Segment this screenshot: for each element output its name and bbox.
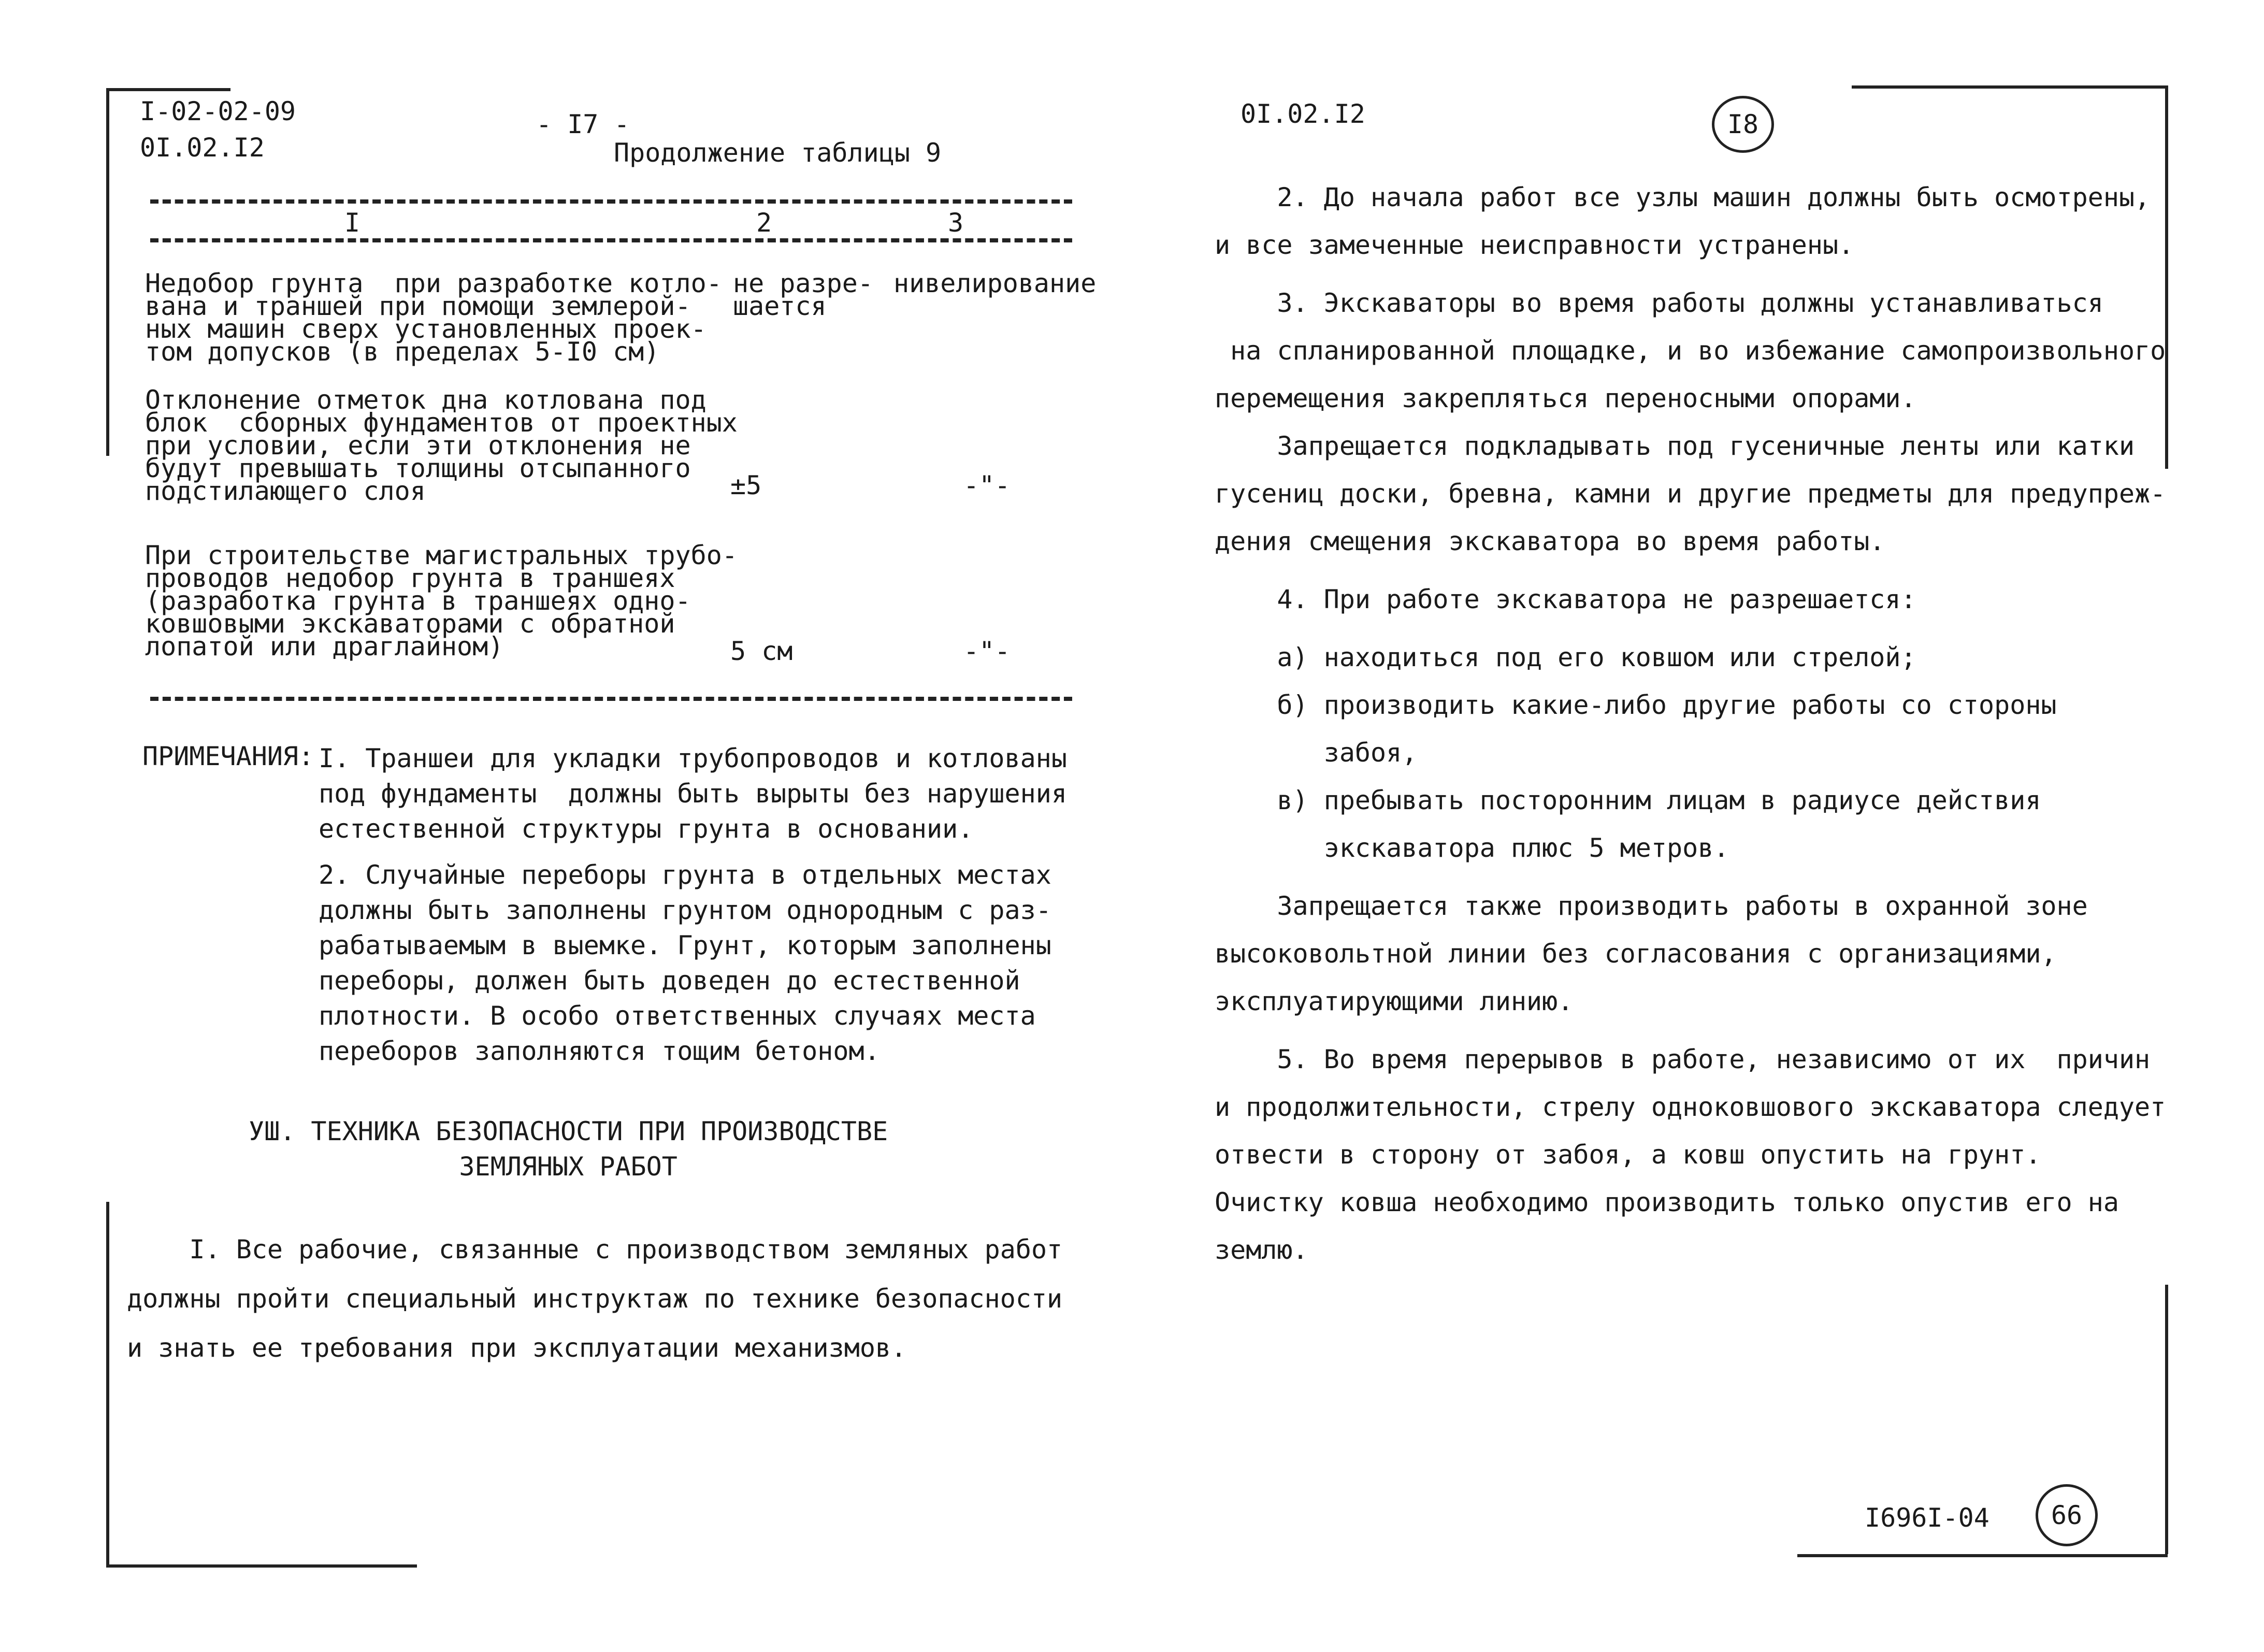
section-title: УШ. ТЕХНИКА БЕЗОПАСНОСТИ ПРИ ПРОИЗВОДСТВЕ ЗЕМЛЯНЫХ РАБОТ [249, 1116, 888, 1182]
right-paragraph-prohibition-2: Запрещается также производить работы в охранной зоне высоковольтной линии без согласования с организациями, эксплуатирующими линию. [1215, 891, 2088, 1016]
left-margin-line-bottom [106, 1202, 109, 1564]
right-item-b: б) производить какие-либо другие работы со стороны забоя, [1277, 690, 2057, 768]
right-margin-line-top [2165, 85, 2168, 469]
table-bottom-rule [150, 697, 1072, 701]
table-header-col3: 3 [948, 208, 964, 238]
note-1: I. Траншеи для укладки трубопроводов и котлованы под фундаменты должны быть вырыты без нарушения естественной структуры грунта в основании. [319, 743, 1067, 844]
table-top-rule [150, 199, 1072, 204]
table-header-col1: I [344, 208, 360, 238]
right-body [1215, 174, 2166, 1274]
notes-label: ПРИМЕЧАНИЯ: [142, 741, 314, 771]
left-doc-code: I-02-02-09 [140, 96, 296, 126]
row3-description: При строительстве магистральных трубо- проводов недобор грунта в траншеях (разработка грунта в траншеях одно- ковшовыми экскаваторами с обратной лопатой или драглайном) [145, 540, 738, 662]
right-item-c: в) пребывать посторонним лицам в радиусе действия экскаватора плюс 5 метров. [1277, 785, 2041, 863]
table-header-col2: 2 [756, 208, 772, 238]
footer-code: I696I-04 [1865, 1503, 1989, 1533]
right-paragraph-2: 2. До начала работ все узлы машин должны быть осмотрены, и все замеченные неисправности устранены. [1215, 182, 2151, 260]
row2-description: Отклонение отметок дна котлована под блок сборных фундаментов от проектных при условии, если эти отклонения не будут превышать толщины отсыпанного подстилающего слоя [145, 385, 738, 506]
row2-control: -"- [963, 470, 1011, 500]
right-paragraph-5: 5. Во время перерывов в работе, независимо от их причин и продолжительности, стрелу одноковшового экскаватора следует отвести в сторону от забоя, а ковш опустить на грунт. Очистку ковша необходимо производить только опустив его на землю. [1215, 1044, 2166, 1265]
right-page-number-circle: I8 [1712, 96, 1774, 153]
left-margin-line-top [106, 88, 109, 456]
right-item-a: а) находиться под его ковшом или стрелой; [1215, 642, 1916, 672]
right-top-rule [1852, 85, 2168, 89]
right-paragraph-3: 3. Экскаваторы во время работы должны устанавливаться на спланированной площадке, и во избежание самопроизвольного перемещения закрепляться переносными опорами. [1215, 288, 2166, 413]
right-paragraph-prohibition-1: Запрещается подкладывать под гусеничные ленты или катки гусениц доски, бревна, камни и другие предметы для предупреж- дения смещения экскаватора во время работы. [1215, 431, 2166, 556]
note-2: 2. Случайные переборы грунта в отдельных местах должны быть заполнены грунтом однородным с раз- рабатываемым в выемке. Грунт, которым заполнены переборы, должен быть доведен до естественной плотности. В особо ответственных случаях места переборов заполняются тощим бетоном. [319, 860, 1051, 1066]
left-top-rule [106, 88, 230, 91]
section-paragraph-1: I. Все рабочие, связанные с производством земляных работ должны пройти специальный инструктаж по технике безопасности и знать ее требования при эксплуатации механизмов. [127, 1234, 1063, 1363]
right-margin-line-bottom [2165, 1285, 2168, 1554]
row1-tolerance: не разре- шается [733, 268, 873, 321]
table-header-rule [150, 238, 1072, 242]
table-caption: Продолжение таблицы 9 [614, 138, 942, 168]
left-bottom-rule [106, 1564, 417, 1568]
row2-tolerance: ±5 [730, 470, 762, 500]
row1-control: нивелирование [893, 268, 1097, 298]
row1-description: Недобор грунта при разработке котло- вана и траншей при помощи землерой- ных машин сверх установленных проек- том допусков (в пределах 5-I0 см) [145, 268, 722, 367]
sheet-number-circle: 66 [2036, 1484, 2098, 1546]
right-paragraph-4: 4. При работе экскаватора не разрешается: [1215, 584, 1916, 614]
row3-tolerance: 5 см [730, 636, 793, 666]
right-bottom-rule [1797, 1554, 2168, 1557]
row3-control: -"- [963, 636, 1011, 666]
left-date: 0I.02.I2 [140, 133, 265, 163]
right-date: 0I.02.I2 [1241, 99, 1365, 129]
left-page-number: - I7 - [536, 109, 630, 139]
